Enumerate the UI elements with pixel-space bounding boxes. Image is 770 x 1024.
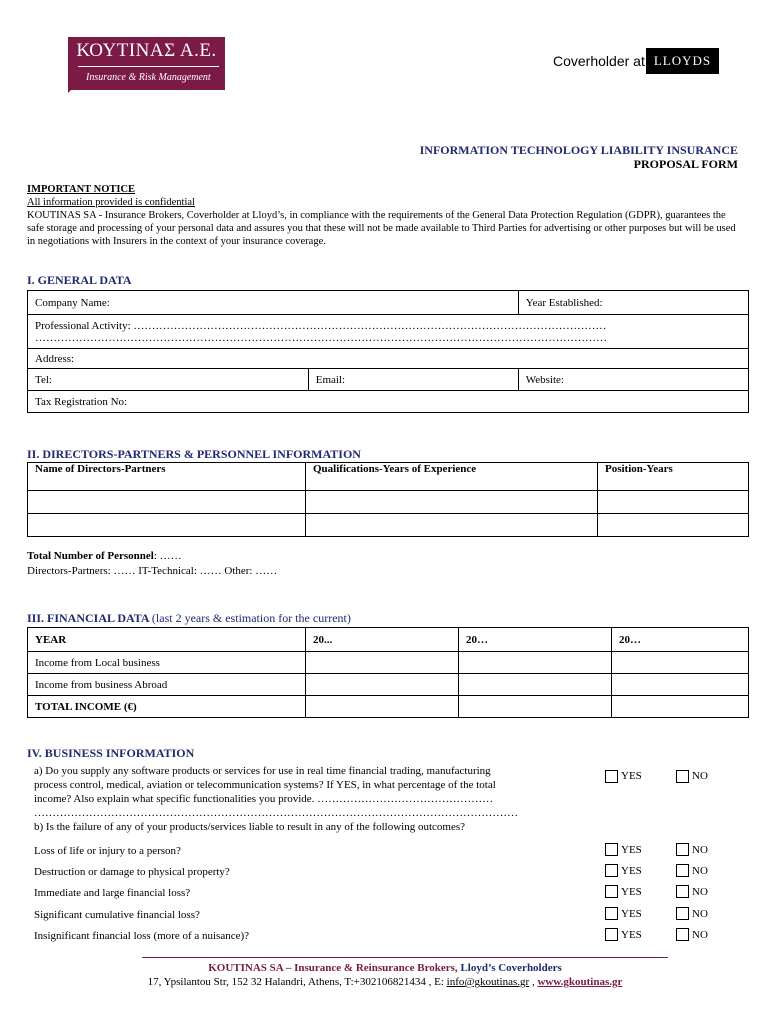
footer-company-name: KOUTINAS SA – Insurance & Reinsurance Brokers, [208,962,458,974]
outcome-yes-label: YES [621,886,642,898]
logo-subtitle: Insurance & Risk Management [86,72,211,83]
notice-heading: IMPORTANT NOTICE [27,184,136,195]
logo-title: ΚΟΥΤΙΝΑΣ Α.Ε. [76,40,217,61]
important-notice [27,183,742,248]
outcome-yes-checkbox[interactable] [605,843,618,856]
lloyds-badge: LLOYDS [646,48,719,74]
question-b: b) Is the failure of any of your products/services liable to result in any of the following outcomes? [34,821,466,833]
logo-tail [68,88,73,93]
notice-body: KOUTINAS SA - Insurance Brokers, Coverholder at Lloyd’s, in compliance with the requirements of the General Data Protection Regulation (GDPR), guarantees the safe storage and processing of your personal data and assures you that these will not be made available to Third Parties for advertising or other purposes but will be used in negotiations with Insurers in the context of your insurance coverage. [27,210,736,247]
financial-year-2: 20… [459,628,612,652]
professional-activity-label: Professional Activity: ………………………………………………………………………………………………………………… [35,319,607,332]
financial-cell[interactable] [612,652,749,674]
financial-cell[interactable] [459,674,612,696]
financial-cell[interactable] [459,652,612,674]
outcome-yes-label: YES [621,929,642,941]
general-data-table [27,290,749,413]
outcome-no-checkbox[interactable] [676,885,689,898]
coverholder-text: Coverholder at [553,53,645,69]
qa-no-checkbox[interactable] [676,770,689,783]
form-title: INFORMATION TECHNOLOGY LIABILITY INSURANCE [419,143,738,157]
outcome-label: Significant cumulative financial loss? [34,909,200,921]
tel-field[interactable]: Tel: [28,369,309,391]
year-established-field[interactable]: Year Established: [518,291,748,315]
question-a-line: a) Do you supply any software products or services for use in real time financial trading, manufacturing [34,765,491,777]
outcome-no-label: NO [692,865,708,877]
outcome-yes-checkbox[interactable] [605,907,618,920]
tax-number-field[interactable]: Tax Registration No: [28,391,749,413]
company-name-field[interactable]: Company Name: [28,291,519,315]
outcome-label: Immediate and large financial loss? [34,887,191,899]
financial-cell[interactable] [612,696,749,718]
financial-year-1: 20... [306,628,459,652]
outcome-yes-checkbox[interactable] [605,928,618,941]
financial-cell[interactable] [306,652,459,674]
outcome-yes-checkbox[interactable] [605,885,618,898]
footer-address: 17, Ypsilantou Str, 152 32 Halandri, Athens, T:+302106821434 , E: [147,976,447,988]
outcome-no-checkbox[interactable] [676,928,689,941]
outcome-label: Destruction or damage to physical property? [34,866,230,878]
company-logo [68,37,225,90]
outcome-label: Loss of life or injury to a person? [34,845,181,857]
footer-website-link[interactable]: www.gkoutinas.gr [537,976,623,988]
footer-company [0,962,770,974]
qa-yes-checkbox[interactable] [605,770,618,783]
question-a-line: process control, medical, aviation or telecommunication systems? If YES, in what percentage of the total [34,779,496,791]
directors-cell[interactable] [28,491,306,514]
footer-coverholders: Lloyd’s Coverholders [457,962,562,974]
outcome-no-label: NO [692,908,708,920]
footer-separator: , [529,976,538,988]
financial-year-3: 20… [612,628,749,652]
personnel-breakdown: Directors-Partners: …… IT-Technical: …… Other: …… [27,565,278,577]
outcome-no-checkbox[interactable] [676,907,689,920]
outcome-yes-label: YES [621,844,642,856]
professional-activity-field[interactable] [28,315,749,349]
outcome-yes-label: YES [621,865,642,877]
section-general-heading: I. GENERAL DATA [27,273,132,287]
financial-cell[interactable] [306,674,459,696]
total-personnel-value: : …… [153,550,182,562]
directors-cell[interactable] [598,491,749,514]
financial-heading-text: III. FINANCIAL DATA [27,611,149,625]
outcome-no-label: NO [692,844,708,856]
section-business-heading: IV. BUSINESS INFORMATION [27,746,195,760]
email-field[interactable]: Email: [308,369,518,391]
logo-divider [78,66,219,67]
directors-cell[interactable] [28,514,306,537]
financial-year-label: YEAR [28,628,306,652]
notice-confidential: All information provided is confidential [27,197,195,208]
website-field[interactable]: Website: [518,369,748,391]
qa-no-label: NO [692,770,708,782]
financial-row-total: TOTAL INCOME (€) [28,696,306,718]
financial-row-abroad: Income from business Abroad [28,674,306,696]
section-financial-heading [27,611,351,626]
directors-col-position: Position-Years [598,463,749,491]
financial-cell[interactable] [459,696,612,718]
directors-cell[interactable] [598,514,749,537]
outcome-yes-checkbox[interactable] [605,864,618,877]
outcome-no-label: NO [692,886,708,898]
outcome-no-checkbox[interactable] [676,864,689,877]
professional-activity-dots: ………………………………………………………………………………………………………………………………………… [35,331,607,344]
outcome-no-label: NO [692,929,708,941]
outcome-no-checkbox[interactable] [676,843,689,856]
question-a-line: …………………………………………………………………………………………………………………… [34,807,518,819]
financial-heading-note: (last 2 years & estimation for the current) [151,611,351,625]
question-a-line: income? Also explain what specific functionalities you provide. ………………………………………… [34,793,494,805]
section-directors-heading: II. DIRECTORS-PARTNERS & PERSONNEL INFORMATION [27,447,361,461]
question-a [34,764,584,820]
financial-cell[interactable] [612,674,749,696]
financial-table [27,627,749,718]
directors-col-name: Name of Directors-Partners [28,463,306,491]
total-personnel [27,550,182,562]
address-field[interactable]: Address: [28,349,749,369]
footer-email-link[interactable]: info@gkoutinas.gr [446,976,530,988]
outcome-yes-label: YES [621,908,642,920]
form-subtitle: PROPOSAL FORM [633,157,738,171]
financial-row-local: Income from Local business [28,652,306,674]
directors-cell[interactable] [306,491,598,514]
directors-table [27,462,749,537]
qa-yes-label: YES [621,770,642,782]
directors-col-qualifications: Qualifications-Years of Experience [306,463,598,491]
outcome-label: Insignificant financial loss (more of a nuisance)? [34,930,250,942]
footer-contact [0,976,770,988]
directors-cell[interactable] [306,514,598,537]
financial-cell[interactable] [306,696,459,718]
footer-divider [142,957,668,958]
total-personnel-label: Total Number of Personnel [27,550,154,562]
